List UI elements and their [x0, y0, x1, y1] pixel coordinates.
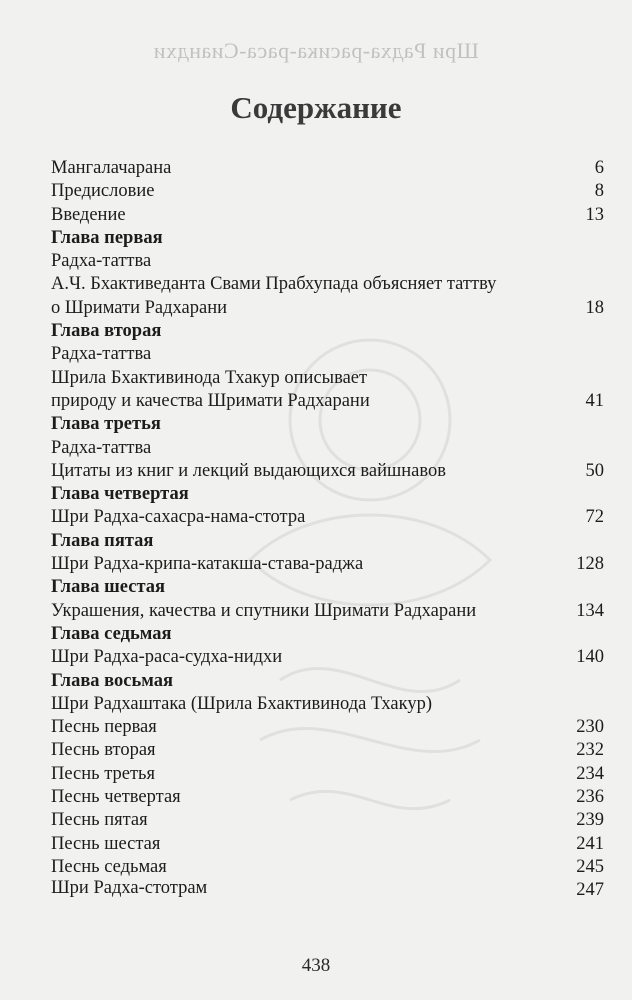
- toc-entry-page: 72: [585, 507, 604, 528]
- toc-entry-title: Шри Радха-раса-судха-нидхи: [51, 647, 283, 668]
- toc-entry-title: Украшения, качества и спутники Шримати Радхарани: [51, 600, 477, 621]
- toc-entry-page: 232: [576, 740, 604, 761]
- toc-chapter-heading: [51, 530, 604, 553]
- toc-entry-title: Песнь седьмая: [51, 856, 167, 877]
- toc-entry-title: Песнь третья: [51, 763, 156, 784]
- toc-entry-title: Глава четвертая: [51, 484, 189, 505]
- toc-entry-page: 41: [585, 390, 604, 411]
- toc-entry: [51, 553, 604, 576]
- toc-entry-page: 18: [585, 297, 604, 318]
- toc-entry-title: Песнь четвертая: [51, 787, 181, 808]
- toc-entry-title: Глава восьмая: [51, 670, 174, 691]
- toc-entry: [51, 646, 604, 669]
- toc-entry-title: Радха-таттва: [51, 437, 152, 458]
- toc-chapter-heading: [51, 623, 604, 646]
- toc-entry: [51, 716, 604, 739]
- toc-entry-title: Мангалачарана: [51, 158, 172, 178]
- table-of-contents: [51, 157, 604, 903]
- toc-entry-page: 241: [576, 833, 604, 854]
- toc-entry-title: Шри Радхаштака (Шрила Бхактивинода Тхакур): [51, 693, 432, 714]
- toc-entry-title: Глава седьмая: [51, 623, 172, 644]
- toc-entry: [51, 786, 604, 809]
- toc-chapter-heading: [51, 413, 604, 436]
- toc-entry: [51, 437, 604, 460]
- toc-entry-title: Глава третья: [51, 414, 161, 435]
- toc-chapter-heading: [51, 483, 604, 506]
- toc-entry-page: 247: [576, 880, 604, 901]
- toc-entry-title: Шрила Бхактивинода Тхакур описывает: [51, 367, 368, 388]
- toc-entry: [51, 390, 604, 413]
- toc-entry: [51, 809, 604, 832]
- toc-entry-page: 230: [576, 717, 604, 738]
- toc-entry-title: природу и качества Шримати Радхарани: [51, 390, 370, 411]
- toc-entry: [51, 204, 604, 227]
- toc-entry: [51, 600, 604, 623]
- toc-entry-title: Предисловие: [51, 181, 155, 202]
- toc-entry-page: 13: [585, 204, 604, 225]
- toc-entry: [51, 460, 604, 483]
- toc-chapter-heading: [51, 670, 604, 693]
- toc-entry-title: Шри Радха-сахасра-нама-стотра: [51, 507, 306, 528]
- toc-entry-title: Песнь первая: [51, 717, 157, 738]
- toc-entry-page: 239: [576, 810, 604, 831]
- toc-entry-title: А.Ч. Бхактиведанта Свами Прабхупада объясняет таттву: [51, 274, 497, 295]
- toc-entry-title: Радха-таттва: [51, 251, 152, 272]
- toc-entry-page: 236: [576, 787, 604, 808]
- toc-entry: [51, 157, 604, 180]
- toc-entry-page: 140: [576, 647, 604, 668]
- toc-entry-title: Глава первая: [51, 227, 163, 248]
- toc-entry-title: Глава вторая: [51, 321, 162, 342]
- toc-entry-page: 134: [576, 600, 604, 621]
- toc-entry: [51, 693, 604, 716]
- page-number: 438: [301, 955, 331, 976]
- toc-entry: [51, 297, 604, 320]
- toc-entry: [51, 763, 604, 786]
- toc-entry: [51, 739, 604, 762]
- toc-entry-title: Цитаты из книг и лекций выдающихся вайшнавов: [51, 460, 446, 481]
- show-through-running-header: Шри Радха-расика-раса-Сиандхи: [153, 38, 479, 63]
- toc-entry: [51, 180, 604, 203]
- toc-entry-title: Глава шестая: [51, 577, 166, 598]
- toc-chapter-heading: [51, 320, 604, 343]
- toc-chapter-heading: [51, 227, 604, 250]
- toc-entry: [51, 833, 604, 856]
- toc-entry-page: 8: [594, 181, 604, 202]
- toc-entry-title: Глава пятая: [51, 530, 154, 551]
- toc-entry: [51, 367, 604, 390]
- page-title: Содержание: [230, 90, 402, 125]
- toc-entry-page: 128: [576, 554, 604, 575]
- toc-chapter-heading: [51, 576, 604, 599]
- toc-entry: [51, 273, 604, 296]
- toc-entry-title: Песнь вторая: [51, 740, 156, 761]
- toc-entry: [51, 250, 604, 273]
- toc-entry-title: о Шримати Радхарани: [51, 297, 228, 318]
- toc-entry: [51, 506, 604, 529]
- toc-entry: [51, 879, 604, 902]
- toc-entry-page: 6: [594, 158, 604, 178]
- toc-entry-title: Песнь пятая: [51, 810, 148, 831]
- toc-entry: [51, 343, 604, 366]
- toc-entry-page: 234: [576, 763, 604, 784]
- toc-entry-title: Песнь шестая: [51, 833, 161, 854]
- toc-entry-title: Радха-таттва: [51, 344, 152, 365]
- toc-entry-title: Шри Радха-крипа-катакша-става-раджа: [51, 554, 364, 575]
- toc-entry-page: 50: [585, 460, 604, 481]
- toc-entry-title: Шри Радха-стотрам: [51, 878, 208, 899]
- toc-entry: [51, 856, 604, 879]
- toc-entry-title: Введение: [51, 204, 126, 225]
- toc-entry-page: 245: [576, 856, 604, 877]
